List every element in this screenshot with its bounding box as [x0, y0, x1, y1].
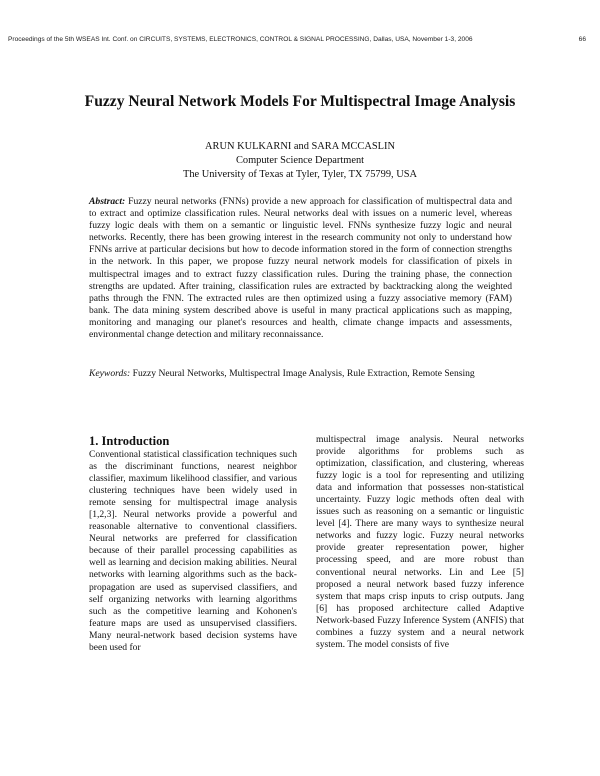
page-number: 66 — [578, 36, 586, 43]
paper-title: Fuzzy Neural Network Models For Multispectral Image Analysis — [84, 93, 516, 110]
right-column — [316, 434, 524, 651]
abstract-label: Abstract: — [89, 196, 129, 207]
affiliation: The University of Texas at Tyler, Tyler, TX 75799, USA — [182, 169, 417, 180]
section-heading: 1. Introduction — [89, 434, 170, 448]
abstract-text: Fuzzy neural networks (FNNs) provide a new approach for classification of multispectral data and to extract and optimize classification rules. Neural networks deal with issues on a numeric level, whereas fuzzy logic deals with them on a semantic or linguistic level. FNNs synthesize fuzzy logic and neural networks. Recently, there has been growing interest in the research community not only to understand how FNNs arrive at particular decisions but how to decode information stored in the form of connection strengths in the network. In this paper, we propose fuzzy neural network models for classification of pixels in multispectral images and to extract fuzzy classification rules. During the training phase, the connection strengths are updated. After training, classification rules are extracted by backtracking along the weighted paths through the FNN. The extracted rules are then optimized using a fuzzy associative memory (FAM) bank. The data mining system described above is useful in many practical applications such as mapping, monitoring and managing our planet's resources and health, climate change impacts and assessments, environmental change detection and military reconnaissance. — [89, 196, 512, 341]
intro-paragraph-left: Conventional statistical classification techniques such as the discriminant functions, nearest neighbor classifier, maximum likelihood classifier, and various clustering techniques have been widely used in remote sensing for multispectral image analysis [1,2,3]. Neural networks provide a powerful and reasonable alternative to conventional classifiers. Neural networks are preferred for classification because of their parallel processing capabilities as well as learning and decision making abilities. Neural networks with learning algorithms such as the back-propagation are used as supervised classifiers, and self organizing networks with learning algorithms such as the competitive learning and Kohonen's feature maps are used as unsupervised classifiers. Many neural-network based decision systems have been used for — [89, 449, 297, 653]
department: Computer Science Department — [235, 155, 365, 166]
keywords-text: Fuzzy Neural Networks, Multispectral Image Analysis, Rule Extraction, Remote Sensing — [132, 368, 475, 379]
left-column — [89, 434, 297, 654]
running-header — [8, 36, 586, 43]
proceedings-text: Proceedings of the 5th WSEAS Int. Conf. on CIRCUITS, SYSTEMS, ELECTRONICS, CONTROL & SIGNAL PROCESSING, Dallas, USA, November 1-3, 2006 — [8, 36, 473, 43]
author-block — [60, 140, 540, 182]
keywords — [89, 368, 512, 380]
intro-paragraph-right: multispectral image analysis. Neural networks provide algorithms for problems such as optimization, classification, and clustering, whereas fuzzy logic is a tool for representing and utilizing data and information that possesses non-statistical uncertainty. Fuzzy logic methods often deal with issues such as reasoning on a semantic or linguistic level [4]. There are many ways to synthesize neural networks and fuzzy logic. Fuzzy neural networks provide greater representation power, higher processing speed, and are more robust than conventional neural networks. Lin and Lee [5] proposed a neural network based fuzzy inference system that maps crisp inputs to crisp outputs. Jang [6] has proposed architecture called Adaptive Network-based Fuzzy Inference System (ANFIS) that combines a fuzzy system and a neural network system. The model consists of five — [316, 434, 524, 650]
keywords-label: Keywords: — [89, 368, 133, 379]
author-names: ARUN KULKARNI and SARA MCCASLIN — [205, 141, 395, 152]
abstract — [89, 196, 512, 341]
